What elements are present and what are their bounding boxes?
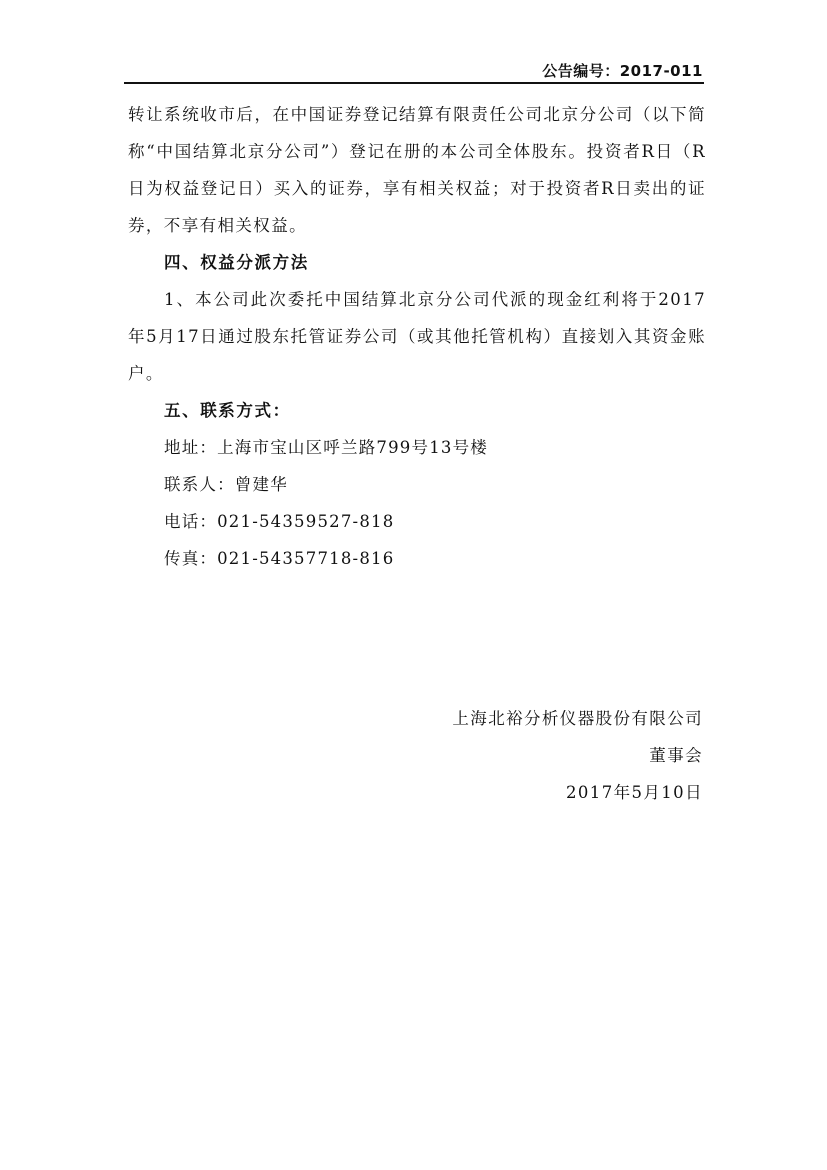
document-body [128,96,706,577]
announcement-number: 公告编号：2017-011 [542,62,703,80]
signature-board: 董事会 [649,746,703,765]
header-divider [124,82,704,84]
signature-block [452,700,703,811]
contact-phone: 电话：021-54359527-818 [164,512,395,531]
contact-person: 联系人：曾建华 [164,475,288,494]
section-four-paragraph: 1、本公司此次委托中国结算北京分公司代派的现金红利将于2017年5月17日通过股东托管证券公司（或其他托管机构）直接划入其资金账户。 [128,290,706,383]
signature-date: 2017年5月10日 [566,783,703,802]
intro-paragraph: 转让系统收市后，在中国证券登记结算有限责任公司北京分公司（以下简称“中国结算北京分公司”）登记在册的本公司全体股东。投资者R日（R日为权益登记日）买入的证券，享有相关权益；对于投资者R日卖出的证券，不享有相关权益。 [128,105,706,235]
contact-address: 地址：上海市宝山区呼兰路799号13号楼 [164,438,488,457]
section-four-heading: 四、权益分派方法 [164,253,309,272]
signature-company: 上海北裕分析仪器股份有限公司 [452,709,703,728]
contact-fax: 传真：021-54357718-816 [164,549,395,568]
section-five-heading: 五、联系方式： [164,401,291,420]
